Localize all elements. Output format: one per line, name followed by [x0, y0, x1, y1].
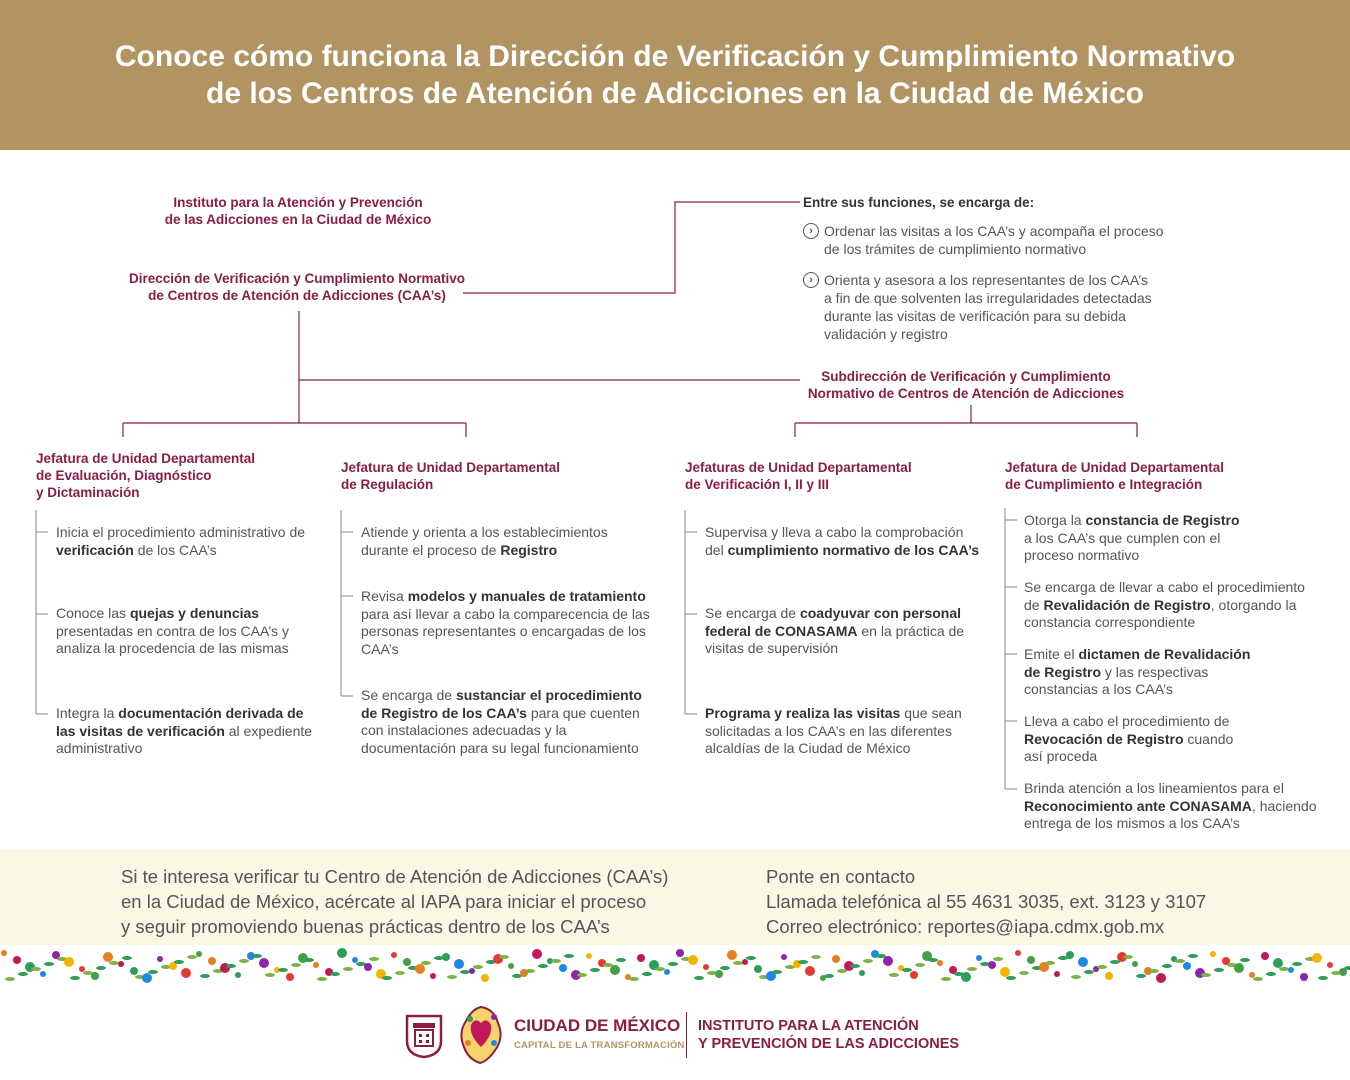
function-item-1: › Ordenar las visitas a los CAA’s y acompaña el proceso de los trámites de cumplimiento normativo [803, 222, 1183, 258]
contact-heading: Ponte en contacto [766, 866, 916, 887]
jud3-item-3: Programa y realiza las visitas que sean solicitadas a los CAA’s en las diferentes alcaldías de la Ciudad de México [705, 705, 962, 756]
jud4-item-4: Lleva a cabo el procedimiento de Revocación de Registro cuando así proceda [1024, 713, 1234, 764]
chevron-right-circle-icon: › [803, 223, 819, 239]
contact-email: Correo electrónico: reportes@iapa.cdmx.gob.mx [766, 916, 1165, 937]
jud3-item-1: Supervisa y lleva a cabo la comprobación del cumplimiento normativo de los CAA’s [705, 524, 980, 558]
contact-info [766, 864, 1206, 939]
jud-evaluacion-title: Jefatura de Unidad Departamental de Evaluación, Diagnóstico y Dictaminación [36, 451, 256, 500]
cdmx-heart-logo-icon [456, 1003, 506, 1065]
logo-divider [686, 1012, 687, 1058]
jud1-item-2: Conoce las quejas y denuncias presentadas en contra de los CAA’s y analiza la procedencia de las mismas [56, 605, 289, 656]
functions-title: Entre sus funciones, se encarga de: [803, 195, 1035, 210]
jud1-item-3: Integra la documentación derivada de las visitas de verificación al expediente administrativo [56, 705, 313, 756]
jud4-item-5: Brinda atención a los lineamientos para el Reconocimiento ante CONASAMA, haciendo entrega de los mismos a los CAA’s [1024, 780, 1317, 831]
jud-verificacion-title: Jefaturas de Unidad Departamental de Verificación I, II y III [685, 460, 912, 492]
instituto-label: Instituto para la Atención y Prevención de las Adicciones en la Ciudad de México [164, 195, 432, 227]
chevron-right-circle-icon: › [803, 272, 819, 288]
jud-regulacion-title: Jefatura de Unidad Departamental de Regulación [341, 460, 561, 492]
contact-phone: Llamada telefónica al 55 4631 3035, ext. 3123 y 3107 [766, 891, 1207, 912]
iapa-logo-text: INSTITUTO PARA LA ATENCIÓN Y PREVENCIÓN DE LAS ADICCIONES [698, 1018, 960, 1052]
jud3-item-2: Se encarga de coadyuvar con personal federal de CONASAMA en la práctica de visitas de supervisión [705, 605, 965, 656]
jud2-item-1: Atiende y orienta a los establecimientos durante el proceso de Registro [361, 524, 608, 558]
jud4-item-1: Otorga la constancia de Registro a los CAA’s que cumplen con el proceso normativo [1024, 512, 1240, 563]
floral-border-decoration [0, 945, 1350, 987]
function-item-2: › Orienta y asesora a los representantes de los CAA’s a fin de que solventen las irregularidades detectadas durante las visitas de verificación para su debida validación y registro [803, 271, 1183, 343]
jud-cumplimiento-title: Jefatura de Unidad Departamental de Cumplimiento e Integración [1005, 460, 1225, 492]
jud2-item-2: Revisa modelos y manuales de tratamiento para así llevar a cabo la comparecencia de las personas representantes o encargadas de los CAA’s [361, 588, 650, 657]
jud1-item-1: Inicia el procedimiento administrativo de verificación de los CAA’s [56, 524, 306, 558]
direccion-label: Dirección de Verificación y Cumplimiento Normativo de Centros de Atención de Adicciones (CAA’s) [128, 271, 466, 303]
cdmx-shield-icon [404, 1013, 444, 1059]
jud4-item-3: Emite el dictamen de Revalidación de Registro y las respectivas constancias a los CAA’s [1024, 646, 1251, 697]
page-title-line-2: de los Centros de Atención de Adicciones en la Ciudad de México [206, 77, 1144, 110]
invitation-text: Si te interesa verificar tu Centro de Atención de Adicciones (CAA’s) en la Ciudad de México, acércate al IAPA para iniciar el proceso y seguir promoviendo buenas prácticas dentro de los CAA’s [121, 866, 669, 937]
cdmx-name: CIUDAD DE MÉXICO [514, 1016, 681, 1035]
subdireccion-label: Subdirección de Verificación y Cumplimiento Normativo de Centros de Atención de Adicciones [807, 369, 1125, 401]
jud2-item-3: Se encarga de sustanciar el procedimiento de Registro de los CAA’s para que cuenten con instalaciones adecuadas y la documentación para su legal funcionamiento [361, 687, 642, 756]
page-title-line-1: Conoce cómo funciona la Dirección de Verificación y Cumplimiento Normativo [114, 40, 1236, 73]
jud4-item-2: Se encarga de llevar a cabo el procedimiento de Revalidación de Registro, otorgando la constancia correspondiente [1024, 579, 1305, 630]
cdmx-tagline: CAPITAL DE LA TRANSFORMACIÓN [514, 1040, 685, 1051]
contact-band [0, 850, 1350, 945]
